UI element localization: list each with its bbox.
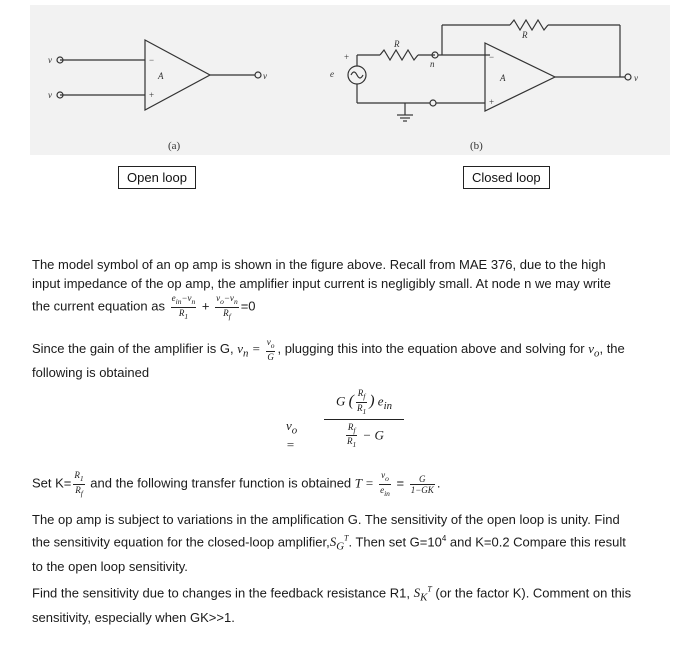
- intro-line-3: the current equation as $\frac{e_{in}-v_n}{R_1}$ + $\frac{v_o-v_n}{R_f}$ =0: [32, 293, 256, 321]
- label-A-b: A: [500, 73, 506, 83]
- current-equation-term2: $\frac{v_o-v_n}{R_f}$: [216, 293, 238, 321]
- label-vo-b: v: [634, 73, 638, 83]
- paragraph-transfer: Set K= $\frac{R_1}{R_f}$ and the following transfer function is obtained T = $\frac{v_o}{e_{in}}$ = $\frac{G}{1-GK}$ .: [32, 470, 441, 498]
- current-eq-prefix: the current equation as: [32, 298, 165, 314]
- svg-text:−: −: [149, 55, 155, 65]
- closed-loop-label: Closed loop: [463, 166, 550, 189]
- svg-text:+: +: [489, 97, 495, 107]
- op-amp-diagram: [30, 5, 670, 155]
- label-R1: R: [394, 39, 400, 49]
- paragraph-intro: [32, 255, 657, 322]
- current-equation-term1: $\frac{e_{in}-v_n}{R_1}$: [171, 293, 196, 321]
- label-vn: v: [48, 55, 52, 65]
- open-loop-label: Open loop: [118, 166, 196, 189]
- label-A-a: A: [158, 71, 164, 81]
- amp-a-triangle: [145, 40, 210, 110]
- svg-text:+: +: [344, 52, 350, 62]
- paragraph-gain: [32, 337, 657, 382]
- intro-line-1: The model symbol of an op amp is shown in the figure above. Recall from MAE 376, due to the high: [32, 257, 606, 272]
- caption-b: (b): [470, 140, 483, 152]
- label-n: n: [430, 59, 435, 69]
- svg-text:+: +: [149, 90, 155, 100]
- amp-b-triangle: [485, 43, 555, 111]
- intro-line-2: input impedance of the op amp, the amplifier input current is negligibly small. At node n we may write: [32, 276, 611, 291]
- caption-a: (a): [168, 140, 181, 152]
- gain-line-1: Since the gain of the amplifier is G, $v_n$ = $\frac{v_o}{G}$ , plugging this into the equation above and solving for $v_o$, the: [32, 337, 625, 362]
- label-ein: e: [330, 69, 334, 79]
- paragraph-sensitivity-K: Find the sensitivity due to changes in the feedback resistance R1, $S_K^T$ (or the factor K). Comment on this sensitivity, especially when GK>>1.: [32, 585, 632, 625]
- op-amp-figure: [30, 5, 670, 155]
- svg-text:−: −: [489, 52, 495, 62]
- paragraph-sensitivity-G: The op amp is subject to variations in the amplification G. The sensitivity of the open loop is unity. Find the sensitivity equation for the closed-loop $amplifier,S_G^T$. Then set $G=10^4$ and K=0.2 Compare this result to the open loop sensitivity.: [32, 512, 626, 574]
- gain-line-2: following is obtained: [32, 365, 150, 381]
- label-Rf: R: [522, 30, 528, 40]
- label-vp: v: [48, 90, 52, 100]
- label-vo-a: v: [263, 71, 267, 81]
